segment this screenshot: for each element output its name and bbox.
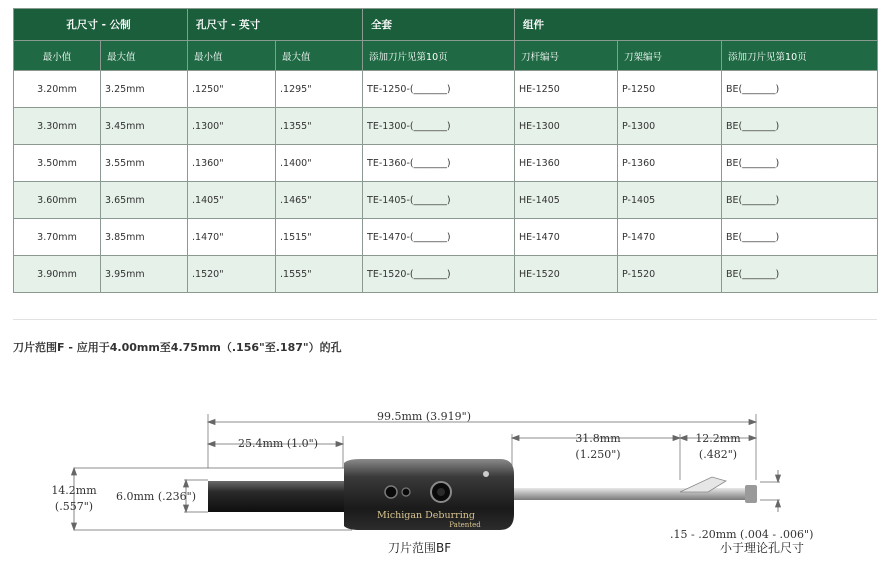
tolerance-label: .15 - .20mm (.004 - .006") [670, 528, 814, 541]
blade-caption: 刀片范围BF [388, 541, 452, 555]
subheader-frame-no: 刀架编号 [618, 41, 722, 71]
cell-in-max: .1355" [276, 108, 363, 145]
header-assembly: 全套 [363, 9, 515, 41]
tip-length-in-label: (.482") [698, 448, 738, 461]
cell-holder: HE-1520 [515, 256, 618, 293]
cell-mm-max: 3.65mm [101, 182, 188, 219]
cell-mm-min: 3.50mm [14, 145, 101, 182]
cell-in-min: .1405" [188, 182, 276, 219]
cell-holder: HE-1250 [515, 71, 618, 108]
brand-sub: Patented [449, 521, 481, 529]
tip-length-mm-label: 12.2mm [695, 432, 741, 445]
shank-diameter-label: 6.0mm (.236") [116, 490, 196, 503]
cell-in-min: .1470" [188, 219, 276, 256]
tool-body [208, 459, 757, 530]
tolerance-caption: 小于理论孔尺寸 [720, 541, 805, 555]
cell-in-min: .1250" [188, 71, 276, 108]
cell-frame: P-1470 [618, 219, 722, 256]
subheader-metric-min: 最小值 [14, 41, 101, 71]
cell-in-max: .1400" [276, 145, 363, 182]
cell-mm-max: 3.85mm [101, 219, 188, 256]
header-inch: 孔尺寸 - 英寸 [188, 9, 363, 41]
cell-assembly: TE-1300-(_______) [363, 108, 515, 145]
cell-holder: HE-1300 [515, 108, 618, 145]
cell-mm-max: 3.55mm [101, 145, 188, 182]
subheader-holder-no: 刀杆编号 [515, 41, 618, 71]
cell-blade: BE(_______) [722, 182, 878, 219]
cell-blade: BE(_______) [722, 219, 878, 256]
cell-assembly: TE-1470-(_______) [363, 219, 515, 256]
cell-in-max: .1515" [276, 219, 363, 256]
cell-in-min: .1360" [188, 145, 276, 182]
cell-frame: P-1300 [618, 108, 722, 145]
cell-frame: P-1405 [618, 182, 722, 219]
reach-length-mm-label: 31.8mm [575, 432, 621, 445]
cell-frame: P-1250 [618, 71, 722, 108]
cell-assembly: TE-1520-(_______) [363, 256, 515, 293]
cell-in-min: .1300" [188, 108, 276, 145]
cell-mm-max: 3.25mm [101, 71, 188, 108]
cell-blade: BE(_______) [722, 145, 878, 182]
reach-length-in-label: (1.250") [575, 448, 621, 461]
cell-mm-min: 3.20mm [14, 71, 101, 108]
overall-length-label: 99.5mm (3.919") [377, 410, 471, 423]
cell-in-max: .1465" [276, 182, 363, 219]
brand-name: Michigan Deburring [377, 510, 475, 521]
cell-in-min: .1520" [188, 256, 276, 293]
body-diameter-mm-label: 14.2mm [51, 484, 97, 497]
subheader-comp-blade: 添加刀片见第10页 [722, 41, 878, 71]
cell-blade: BE(_______) [722, 108, 878, 145]
subheader-inch-min: 最小值 [188, 41, 276, 71]
cell-assembly: TE-1360-(_______) [363, 145, 515, 182]
cell-mm-min: 3.90mm [14, 256, 101, 293]
cell-mm-max: 3.95mm [101, 256, 188, 293]
cell-in-max: .1295" [276, 71, 363, 108]
cell-mm-max: 3.45mm [101, 108, 188, 145]
section-heading: 刀片范围F - 应用于4.00mm至4.75mm（.156"至.187"）的孔 [13, 341, 342, 354]
cell-assembly: TE-1250-(_______) [363, 71, 515, 108]
cell-blade: BE(_______) [722, 256, 878, 293]
subheader-metric-max: 最大值 [101, 41, 188, 71]
subheader-inch-max: 最大值 [276, 41, 363, 71]
cell-holder: HE-1405 [515, 182, 618, 219]
cell-mm-min: 3.60mm [14, 182, 101, 219]
cell-blade: BE(_______) [722, 71, 878, 108]
cell-assembly: TE-1405-(_______) [363, 182, 515, 219]
cell-frame: P-1520 [618, 256, 722, 293]
cell-frame: P-1360 [618, 145, 722, 182]
header-metric: 孔尺寸 - 公制 [14, 9, 188, 41]
header-components: 组件 [515, 9, 878, 41]
cell-in-max: .1555" [276, 256, 363, 293]
subheader-assembly-blade: 添加刀片见第10页 [363, 41, 515, 71]
shank-length-label: 25.4mm (1.0") [238, 437, 318, 450]
body-diameter-in-label: (.557") [54, 500, 94, 513]
cell-mm-min: 3.70mm [14, 219, 101, 256]
cell-holder: HE-1470 [515, 219, 618, 256]
cell-mm-min: 3.30mm [14, 108, 101, 145]
cell-holder: HE-1360 [515, 145, 618, 182]
